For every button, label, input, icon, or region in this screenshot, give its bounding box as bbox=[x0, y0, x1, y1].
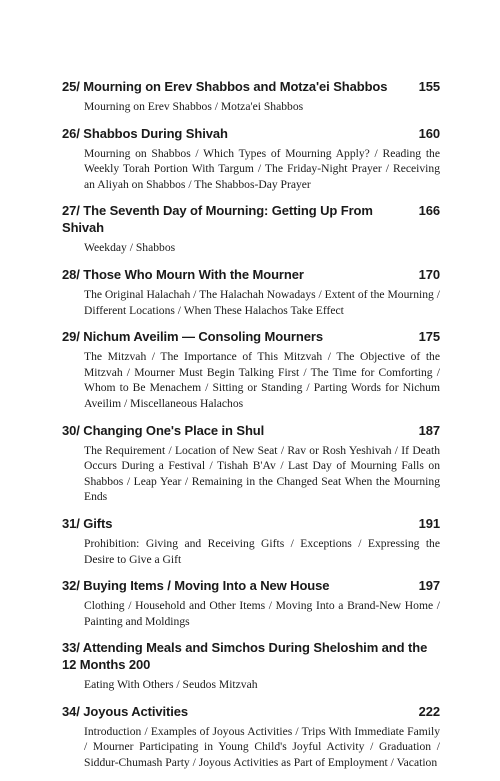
chapter-heading bbox=[62, 515, 440, 532]
chapter-subtopics: Weekday / Shabbos bbox=[84, 241, 176, 255]
chapter-title: 28/ Those Who Mourn With the Mourner bbox=[62, 266, 304, 282]
toc-entry bbox=[62, 422, 440, 505]
chapter-heading bbox=[62, 328, 440, 345]
page-number: 187 bbox=[418, 422, 440, 438]
chapter-heading bbox=[62, 422, 440, 439]
chapter-title: 29/ Nichum Aveilim — Consoling Mourners bbox=[62, 329, 323, 345]
chapter-subtopics: Prohibition: Giving and Receiving Gifts / Exceptions / Expressing the Desire to Give a Gift bbox=[84, 536, 440, 566]
chapter-subtopics: Clothing / Household and Other Items / Moving Into a Brand-New Home / Painting and Moldings bbox=[84, 599, 440, 628]
toc-entry bbox=[62, 202, 440, 256]
chapter-subtopics: The Requirement / Location of New Seat / Rav or Rosh Yeshivah / If Death Occurs During a Festival / Tishah B'Av / Last Day of Mourning Falls on Shabbos / Leap Year / Remaining in the Changed Seat When the Mourning Ends bbox=[84, 443, 440, 504]
toc-entry bbox=[62, 639, 440, 693]
chapter-title: 30/ Changing One's Place in Shul bbox=[62, 422, 265, 438]
toc-entry bbox=[62, 515, 440, 567]
page-number: 166 bbox=[418, 203, 440, 219]
chapter-title: 26/ Shabbos During Shivah bbox=[62, 125, 228, 141]
chapter-subtopics: Eating With Others / Seudos Mitzvah bbox=[84, 678, 258, 692]
chapter-subtopics: Introduction / Examples of Joyous Activities / Trips With Immediate Family / Mourner Participating in Young Child's Joyful Activity / Graduation / Siddur-Chumash Party / Joyous Activities as Part of Employment / Vacation bbox=[84, 724, 440, 770]
chapter-title: 32/ Buying Items / Moving Into a New House bbox=[62, 578, 330, 594]
chapter-subtopics: Mourning on Erev Shabbos / Motza'ei Shabbos bbox=[84, 100, 304, 113]
chapter-title: 33/ Attending Meals and Simchos During Sheloshim and the 12 Months 200 bbox=[62, 640, 428, 673]
chapter-subtopics: Mourning on Shabbos / Which Types of Mourning Apply? / Reading the Weekly Torah Portion With Targum / The Friday-Night Prayer / Receiving an Aliyah on Shabbos / The Shabbos-Day Prayer bbox=[84, 146, 440, 191]
chapter-heading bbox=[62, 577, 440, 594]
toc-entry bbox=[62, 78, 440, 115]
chapter-title: 34/ Joyous Activities bbox=[62, 703, 189, 719]
chapter-heading bbox=[62, 266, 440, 283]
page-number: 170 bbox=[418, 266, 440, 282]
page-number: 160 bbox=[418, 125, 440, 141]
chapter-subtopics: The Mitzvah / The Importance of This Mitzvah / The Objective of the Mitzvah / Mourner Must Begin Talking First / The Time for Comforting / Whom to Be Menachem / Sitting or Standing / Parting Words for Nichum Aveilim / Miscellaneous Halachos bbox=[84, 350, 440, 410]
chapter-title: 25/ Mourning on Erev Shabbos and Motza'ei Shabbos bbox=[62, 79, 388, 94]
chapter-heading bbox=[62, 78, 440, 95]
chapter-heading bbox=[62, 639, 440, 673]
table-of-contents bbox=[62, 78, 440, 781]
toc-entry bbox=[62, 328, 440, 411]
page-number: 175 bbox=[418, 329, 440, 345]
chapter-heading bbox=[62, 202, 440, 236]
page-number: 222 bbox=[418, 703, 440, 719]
toc-entry bbox=[62, 703, 440, 771]
chapter-title: 27/ The Seventh Day of Mourning: Getting Up From Shivah bbox=[62, 203, 373, 236]
page-number: 197 bbox=[418, 578, 440, 594]
chapter-heading bbox=[62, 125, 440, 142]
chapter-subtopics: The Original Halachah / The Halachah Nowadays / Extent of the Mourning / Different Locations / When These Halachos Take Effect bbox=[84, 287, 440, 317]
chapter-heading bbox=[62, 703, 440, 720]
toc-entry bbox=[62, 266, 440, 318]
page-number: 155 bbox=[418, 79, 440, 94]
chapter-title: 31/ Gifts bbox=[62, 515, 113, 531]
page-number: 191 bbox=[418, 515, 440, 531]
toc-entry bbox=[62, 125, 440, 193]
toc-entry bbox=[62, 577, 440, 629]
